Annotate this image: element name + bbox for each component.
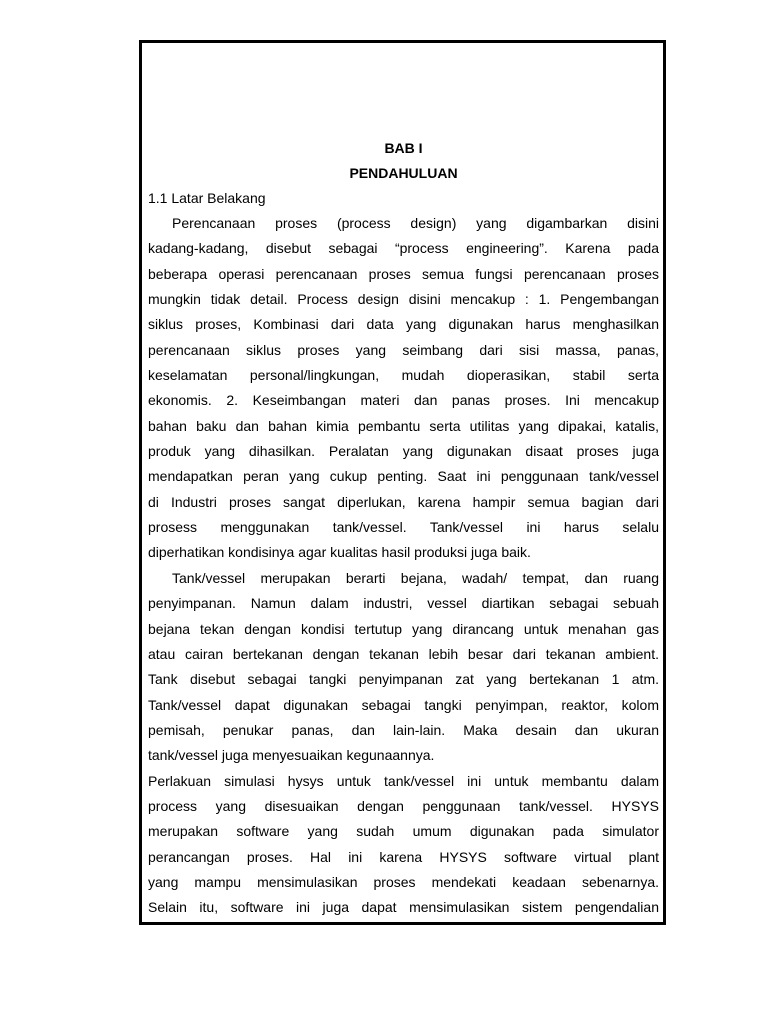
text-line: ekonomis. 2. Keseimbangan materi dan panas proses. Ini mencakup <box>148 392 659 409</box>
text-line: pemisah, penukar panas, dan lain-lain. Maka desain dan ukuran <box>148 721 659 738</box>
text-line: bejana tekan dengan kondisi tertutup yang dirancang untuk menahan gas <box>148 620 659 637</box>
text-line: tank/vessel juga menyesuaikan kegunaannya. <box>148 747 435 764</box>
text-line: mungkin tidak detail. Process design disini mencakup : 1. Pengembangan <box>148 291 659 308</box>
text-line: prosess menggunakan tank/vessel. Tank/vessel ini harus selalu <box>148 519 659 536</box>
text-line: keselamatan personal/lingkungan, mudah dioperasikan, stabil serta <box>148 367 659 384</box>
document-content <box>148 136 659 921</box>
text-line: produk yang dihasilkan. Peralatan yang digunakan disaat proses juga <box>148 443 659 460</box>
paragraph <box>148 769 659 921</box>
text-line: kadang-kadang, disebut sebagai “process engineering”. Karena pada <box>148 240 659 257</box>
document-page <box>139 40 666 925</box>
chapter-number: BAB I <box>384 140 423 156</box>
paragraph <box>148 566 659 769</box>
text-line: atau cairan bertekanan dengan tekanan lebih besar dari tekanan ambient. <box>148 645 659 662</box>
text-line: penyimpanan. Namun dalam industri, vessel diartikan sebagai sebuah <box>148 595 659 612</box>
text-line: siklus proses, Kombinasi dari data yang digunakan harus menghasilkan <box>148 316 659 333</box>
text-line: merupakan software yang sudah umum digunakan pada simulator <box>148 823 659 840</box>
text-line: Tank/vessel merupakan berarti bejana, wadah/ tempat, dan ruang <box>172 569 659 586</box>
paragraph <box>148 211 659 566</box>
text-line: perencanaan siklus proses yang seimbang dari sisi massa, panas, <box>148 341 659 358</box>
text-line: Perencanaan proses (process design) yang digambarkan disini <box>172 215 659 231</box>
text-line: Selain itu, software ini juga dapat mensimulasikan sistem pengendalian <box>148 899 659 916</box>
text-line: beberapa operasi perencanaan proses semua fungsi perencanaan proses <box>148 265 659 282</box>
text-line: Perlakuan simulasi hysys untuk tank/vessel ini untuk membantu dalam <box>148 772 659 789</box>
text-line: bahan baku dan bahan kimia pembantu serta utilitas yang dipakai, katalis, <box>148 417 659 434</box>
body-text <box>148 211 659 921</box>
text-line: Tank disebut sebagai tangki penyimpanan zat yang bertekanan 1 atm. <box>148 671 659 688</box>
text-line: yang mampu mensimulasikan proses mendekati keadaan sebenarnya. <box>148 873 659 890</box>
chapter-title: PENDAHULUAN <box>349 165 458 181</box>
text-line: perancangan proses. Hal ini karena HYSYS software virtual plant <box>148 848 659 865</box>
text-line: Tank/vessel dapat digunakan sebagai tangki penyimpan, reaktor, kolom <box>148 696 659 713</box>
text-line: di Industri proses sangat diperlukan, karena hampir semua bagian dari <box>148 493 659 510</box>
text-line: process yang disesuaikan dengan penggunaan tank/vessel. HYSYS <box>148 797 659 814</box>
section-heading: 1.1 Latar Belakang <box>148 190 266 206</box>
text-line: mendapatkan peran yang cukup penting. Saat ini penggunaan tank/vessel <box>148 468 659 485</box>
text-line: diperhatikan kondisinya agar kualitas hasil produksi juga baik. <box>148 544 531 561</box>
